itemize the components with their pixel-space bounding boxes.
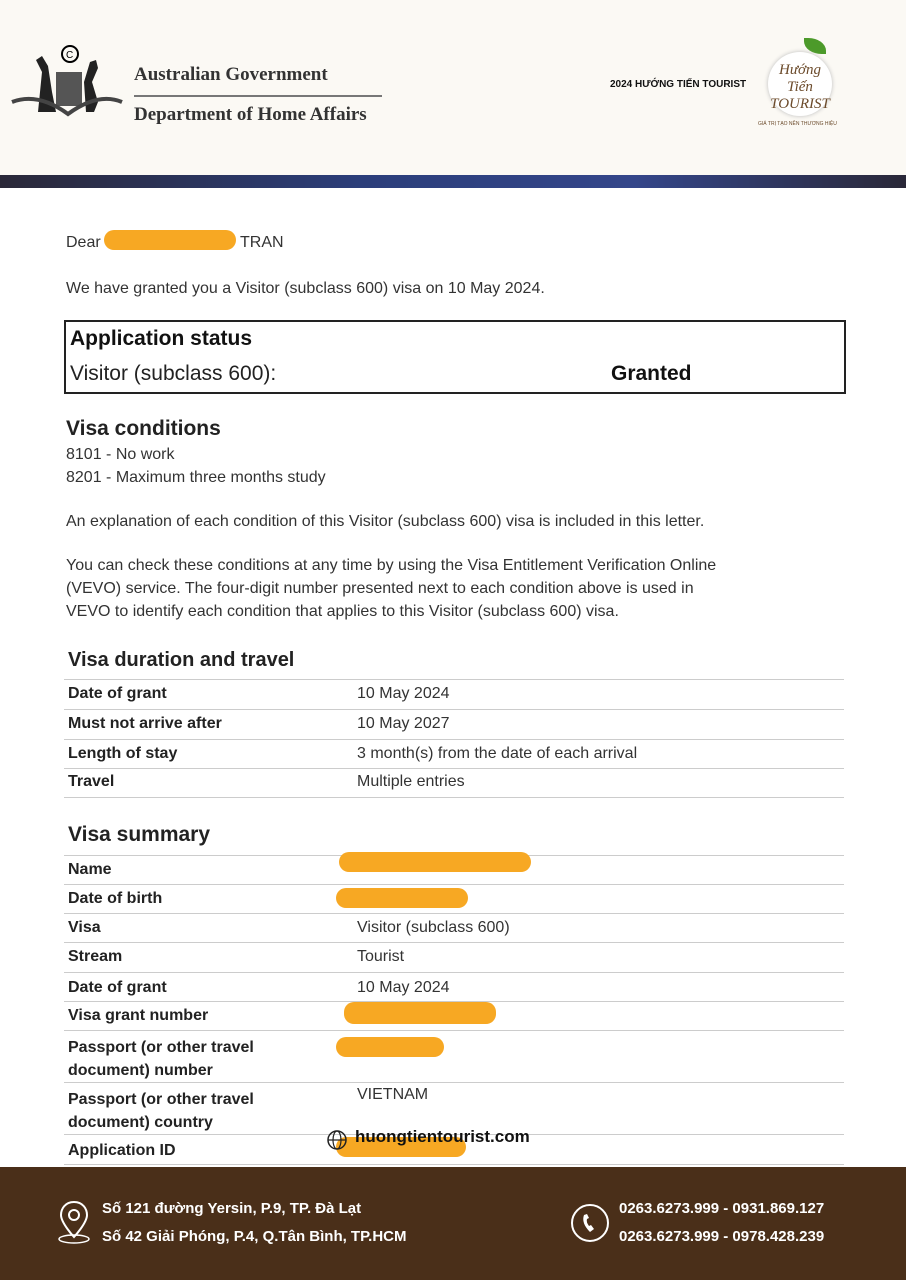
brand-logo: Hướng Tiến TOURIST — [768, 52, 832, 116]
address-line: Số 121 đường Yersin, P.9, TP. Đà Lạt — [102, 1200, 362, 1217]
table-row — [64, 885, 844, 914]
status-title: Application status — [70, 327, 253, 350]
surname: TRAN — [240, 234, 284, 251]
table-row — [64, 973, 844, 1002]
header-band — [0, 175, 906, 188]
leaf-icon — [804, 38, 826, 54]
row-key: Application ID — [68, 1142, 176, 1159]
row-value: Tourist — [357, 948, 405, 965]
condition-item: 8201 - Maximum three months study — [66, 469, 326, 486]
conditions-para: An explanation of each condition of this Visitor (subclass 600) visa is included in this letter. — [66, 513, 705, 530]
logo-tagline: GIÁ TRỊ TẠO NÊN THƯƠNG HIỆU — [758, 121, 837, 127]
table-row — [64, 1031, 844, 1083]
row-value: 3 month(s) from the date of each arrival — [357, 745, 638, 762]
row-key: Travel — [68, 773, 115, 790]
row-key: Date of birth — [68, 890, 163, 907]
duration-title: Visa duration and travel — [68, 649, 295, 671]
globe-icon — [326, 1129, 348, 1151]
row-value: Visitor (subclass 600) — [357, 919, 510, 936]
row-key: Date of grant — [68, 685, 167, 702]
phone-line: 0263.6273.999 - 0978.428.239 — [619, 1228, 825, 1245]
department-title: Department of Home Affairs — [134, 104, 367, 125]
table-row — [64, 740, 844, 769]
row-value: 10 May 2024 — [357, 685, 450, 702]
row-value: 10 May 2024 — [357, 979, 450, 996]
row-key: Passport (or other travel document) country — [68, 1091, 254, 1131]
row-key: Date of grant — [68, 979, 167, 996]
salutation: Dear — [66, 234, 101, 251]
phone-line: 0263.6273.999 - 0931.869.127 — [619, 1200, 825, 1217]
redaction — [339, 852, 531, 872]
status-label: Visitor (subclass 600): — [70, 362, 277, 385]
intro-text: We have granted you a Visitor (subclass 600) visa on 10 May 2024. — [66, 280, 545, 297]
row-key: Visa grant number — [68, 1007, 209, 1024]
table-row — [64, 1002, 844, 1031]
svg-text:C: C — [66, 50, 74, 61]
table-row — [64, 914, 844, 943]
gov-title: Australian Government — [134, 64, 328, 85]
summary-table — [64, 855, 844, 1165]
table-row — [64, 769, 844, 798]
status-value: Granted — [611, 362, 692, 385]
vevo-para-line: You can check these conditions at any time by using the Visa Entitlement Verification Online — [66, 557, 717, 574]
address-line: Số 42 Giải Phóng, P.4, Q.Tân Bình, TP.HCM — [102, 1228, 407, 1245]
letterhead — [0, 0, 906, 175]
condition-item: 8101 - No work — [66, 446, 175, 463]
row-value: 10 May 2027 — [357, 715, 450, 732]
phone-icon — [570, 1203, 610, 1243]
row-key: Stream — [68, 948, 123, 965]
redaction — [344, 1002, 496, 1024]
table-row — [64, 680, 844, 710]
redaction — [336, 888, 468, 908]
row-value: Multiple entries — [357, 773, 465, 790]
table-row — [64, 710, 844, 740]
duration-table — [64, 679, 844, 798]
row-key: Passport (or other travel document) number — [68, 1039, 254, 1079]
vevo-para-line: VEVO to identify each condition that applies to this Visitor (subclass 600) visa. — [66, 603, 619, 620]
row-value: VIETNAM — [357, 1086, 429, 1103]
application-status-box — [64, 320, 846, 394]
row-key: Name — [68, 861, 112, 878]
divider — [134, 95, 382, 97]
row-key: Must not arrive after — [68, 715, 222, 732]
row-key: Visa — [68, 919, 101, 936]
footer — [0, 1167, 906, 1280]
redaction — [336, 1037, 444, 1057]
table-row — [64, 943, 844, 973]
location-pin-icon — [56, 1199, 92, 1245]
website-link[interactable]: huongtientourist.com — [355, 1127, 530, 1146]
table-row — [64, 856, 844, 885]
summary-title: Visa summary — [68, 823, 211, 846]
vevo-para-line: (VEVO) service. The four-digit number presented next to each condition above is used in — [66, 580, 694, 597]
brand-label: 2024 HƯỚNG TIẾN TOURIST — [610, 79, 747, 90]
row-key: Length of stay — [68, 745, 178, 762]
conditions-title: Visa conditions — [66, 417, 221, 440]
redaction — [104, 230, 236, 250]
coat-of-arms-icon — [8, 42, 126, 126]
